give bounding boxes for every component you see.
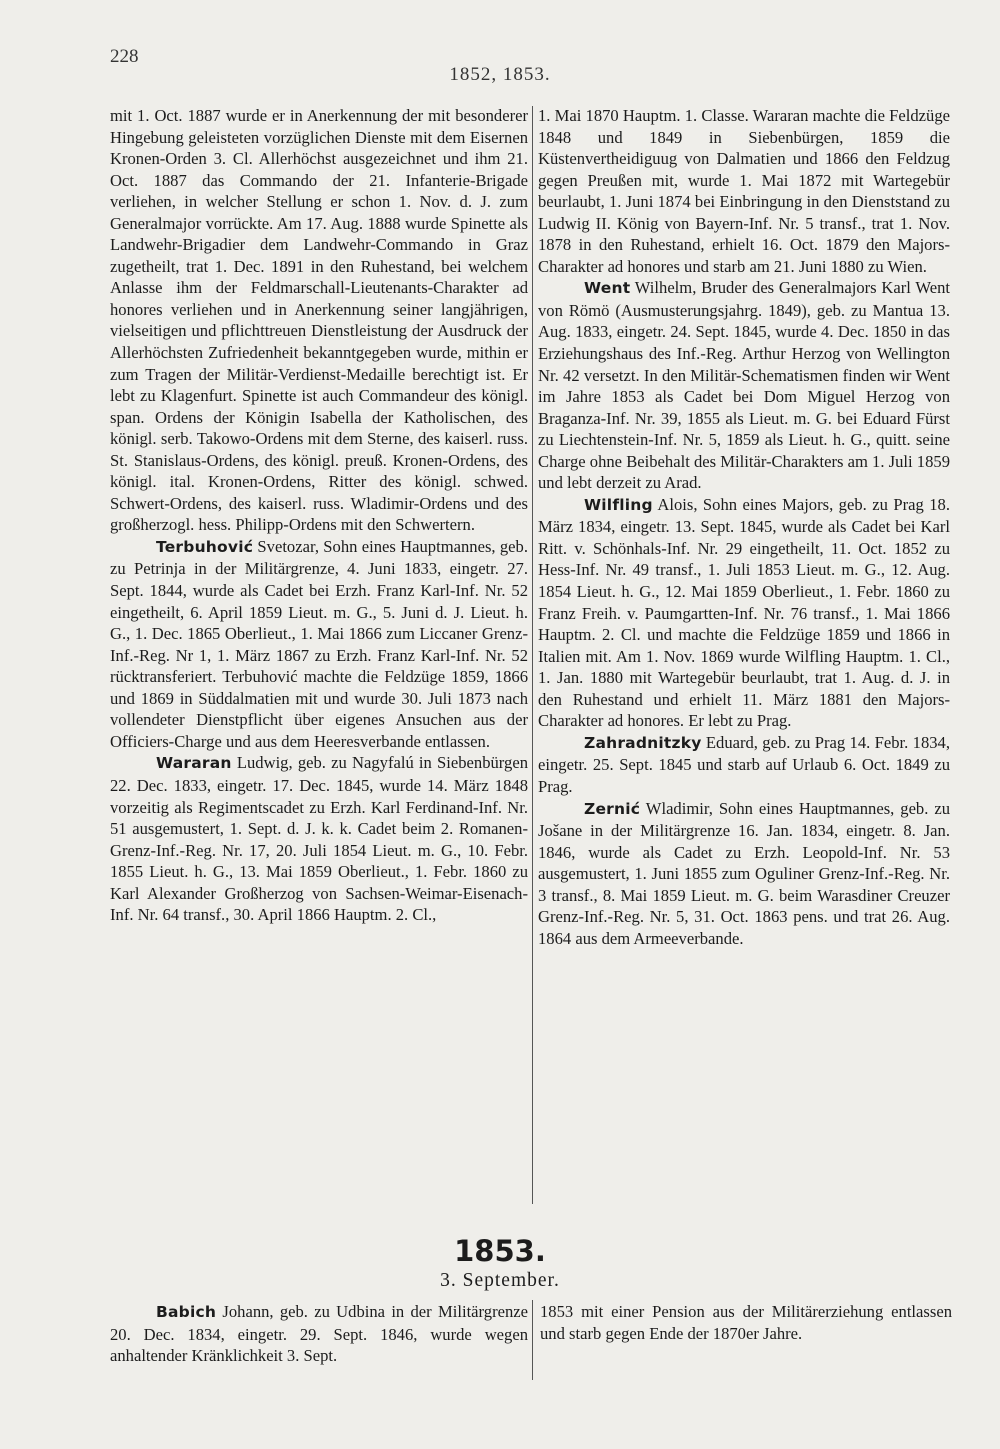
column-divider — [532, 106, 533, 1204]
entry-name: Terbuhović — [156, 537, 254, 556]
entry-name: Wararan — [156, 754, 232, 773]
continued-entry-text: 1. Mai 1870 Hauptm. 1. Classe. Wararan machte die Feldzüge 1848 und 1849 in Siebenbürgen, 1859 die Küstenvertheidiguug von Dalmatien und 1866 den Feldzug gegen Preußen mit, wurde 1. Mai 1872 mit Wartegebür beurlaubt, 1. Juni 1874 bei Einbringung in den Dienststand zu Ludwig II. König von Bayern-Inf. Nr. 5 transf., trat 1. Nov. 1878 in den Ruhestand, erhielt 16. Oct. 1879 den Majors-Charakter ad honores und starb am 21. Juni 1880 zu Wien. — [538, 106, 950, 276]
right-column — [538, 105, 950, 949]
entry-zernic — [538, 798, 950, 950]
entry-text: Wilhelm, Bruder des Generalmajors Karl Went von Römö (Ausmusterungsjahrg. 1849), geb. zu Mantua 13. Aug. 1833, eingetr. 24. Sept. 1845, wurde 4. Dec. 1850 in das Erziehungshaus des Inf.-Reg. Arthur Herzog von Wellington Nr. 42 versetzt. In den Militär-Schematismen finden wir Went im Jahre 1853 als Cadet bei Dom Miguel Herzog von Braganza-Inf. Nr. 39, 1855 als Lieut. m. G. bei Eduard Fürst zu Liechtenstein-Inf. Nr. 5, 1859 als Lieut. h. G., quitt. seine Charge ohne Beibehalt des Militär-Charakters am 1. Juli 1859 und lebt derzeit zu Arad. — [538, 278, 950, 493]
entry-wilfling — [538, 494, 950, 732]
entry-text: Alois, Sohn eines Majors, geb. zu Prag 18. März 1834, eingetr. 13. Sept. 1845, wurde als Cadet bei Karl Ritt. v. Schönhals-Inf. Nr. 29 eingetheilt, 11. Oct. 1852 zu Hess-Inf. Nr. 49 transf., 1. Juli 1853 Lieut. m. G., 12. Aug. 1854 Lieut. h. G., 12. Mai 1859 Oberlieut., 1. Febr. 1860 zu Franz Freih. v. Paumgartten-Inf. Nr. 76 transf., 1. Mai 1866 Hauptm. 2. Cl. und machte die Feldzüge 1859 und 1866 in Italien mit. Am 1. Nov. 1869 wurde Wilfling Hauptm. 1. Cl., 1. Jan. 1880 mit Wartegebür beurlaubt, trat 1. Aug. d. J. in den Ruhestand und erhielt 11. März 1881 den Majors-Charakter ad honores. Er lebt zu Prag. — [538, 494, 950, 731]
bottom-left-column — [110, 1301, 528, 1367]
column-divider — [532, 1300, 533, 1380]
entry-wararan — [110, 752, 528, 925]
entry-name: Babich — [156, 1303, 217, 1321]
entry-text: Eduard, geb. zu Prag 14. Febr. 1834, eingetr. 25. Sept. 1845 und starb auf Urlaub 6. Oct. 1849 zu Prag. — [538, 732, 950, 796]
entry-name: Zahradnitzky — [584, 733, 702, 752]
entry-text: Ludwig, geb. zu Nagyfalú in Siebenbürgen 22. Dec. 1833, eingetr. 17. Dec. 1845, wurde 14. März 1848 vorzeitig als Regimentscadet zu Erzh. Karl Ferdinand-Inf. Nr. 51 ausgemustert, 1. Sept. d. J. k. k. Cadet beim 2. Romanen-Grenz-Inf.-Reg. Nr. 17, 20. Juli 1854 Lieut. m. G., 10. Febr. 1855 Lieut. h. G., 13. Mai 1859 Oberlieut., 1. Febr. 1860 zu Karl Alexander Großherzog von Sachsen-Weimar-Eisenach-Inf. Nr. 64 transf., 30. April 1866 Hauptm. 2. Cl., — [110, 753, 528, 925]
running-title: 1852, 1853. — [449, 64, 551, 85]
entry-name: Zernić — [584, 799, 641, 818]
continued-entry-text: mit 1. Oct. 1887 wurde er in Anerkennung der mit besonderer Hingebung geleisteten vorzüglichen Dienste mit dem Eisernen Kronen-Orden 3. Cl. Allerhöchst ausgezeichnet und ihm 21. Oct. 1887 das Commando der 21. Infanterie-Brigade verliehen, in welcher Stellung er schon 1. Nov. d. J. zum Generalmajor vorrückte. Am 17. Aug. 1888 wurde Spinette als Landwehr-Brigadier dem Landwehr-Commando in Graz zugetheilt, trat 1. Dec. 1891 in den Ruhestand, bei welchem Anlasse ihm der Feldmarschall-Lieutenants-Charakter ad honores verliehen und in Anerkennung seiner langjährigen, vielseitigen und pflichttreuen Dienstleistung der Ausdruck der Allerhöchsten Zufriedenheit bekanntgegeben wurde, mithin er zum Tragen der Militär-Verdienst-Medaille berechtigt ist. Er lebt zu Klagenfurt. Spinette ist auch Commandeur des königl. span. Ordens der Königin Isabella der Katholischen, des königl. serb. Takowo-Ordens mit dem Sterne, des kaiserl. russ. St. Stanislaus-Ordens, des königl. preuß. Kronen-Ordens, des königl. ital. Kronen-Ordens, Ritter des königl. schwed. Schwert-Ordens, des kaiserl. russ. Wladimir-Ordens und des großherzogl. hess. Philipp-Ordens mit den Schwertern. — [110, 106, 528, 535]
entry-name: Went — [584, 279, 631, 298]
page-number: 228 — [110, 46, 139, 67]
left-column — [110, 105, 528, 926]
continued-entry-text: 1853 mit einer Pension aus der Militärerziehung entlassen und starb gegen Ende der 1870er Jahre. — [540, 1302, 952, 1343]
entry-name: Wilfling — [584, 495, 653, 514]
entry-went — [538, 277, 950, 493]
section-year-heading: 1853. — [454, 1234, 546, 1268]
entry-babich — [110, 1301, 528, 1367]
entry-text: Svetozar, Sohn eines Hauptmannes, geb. zu Petrinja in der Militärgrenze, 4. Juni 1833, eingetr. 27. Sept. 1844, wurde als Cadet bei Erzh. Franz Karl-Inf. Nr. 52 eingetheilt, 6. April 1859 Lieut. m. G., 5. Juni d. J. Lieut. h. G., 1. Dec. 1865 Oberlieut., 1. Mai 1866 zum Liccaner Grenz-Inf.-Reg. Nr 1, 1. März 1867 zu Erzh. Franz Karl-Inf. Nr. 52 rücktransferiert. Terbuhović machte die Feldzüge 1859, 1866 und 1869 in Süddalmatien mit und wurde 30. Juli 1873 nach vollendeter Dienstpflicht über eigenes Ansuchen aus der Officiers-Charge und aus dem Heeresverbande entlassen. — [110, 536, 528, 751]
entry-zahradnitzky — [538, 732, 950, 798]
section-date-heading: 3. September. — [440, 1270, 560, 1291]
entry-text: Wladimir, Sohn eines Hauptmannes, geb. zu Jošane in der Militärgrenze 16. Jan. 1834, eingetr. 8. Jan. 1846, wurde als Cadet zu Erzh. Leopold-Inf. Nr. 53 ausgemustert, 1. Juni 1855 zum Oguliner Grenz-Inf.-Reg. Nr. 3 transf., 8. Mai 1859 Lieut. m. G. beim Warasdiner Creuzer Grenz-Inf.-Reg. Nr. 5, 31. Oct. 1863 pens. und trat 26. Aug. 1864 aus dem Armeeverbande. — [538, 798, 950, 948]
entry-terbuhovic — [110, 536, 528, 752]
entry-text: Johann, geb. zu Udbina in der Militärgrenze 20. Dec. 1834, eingetr. 29. Sept. 1846, wurde wegen anhaltender Kränklichkeit 3. Sept. — [110, 1302, 528, 1366]
bottom-right-column — [540, 1301, 952, 1344]
